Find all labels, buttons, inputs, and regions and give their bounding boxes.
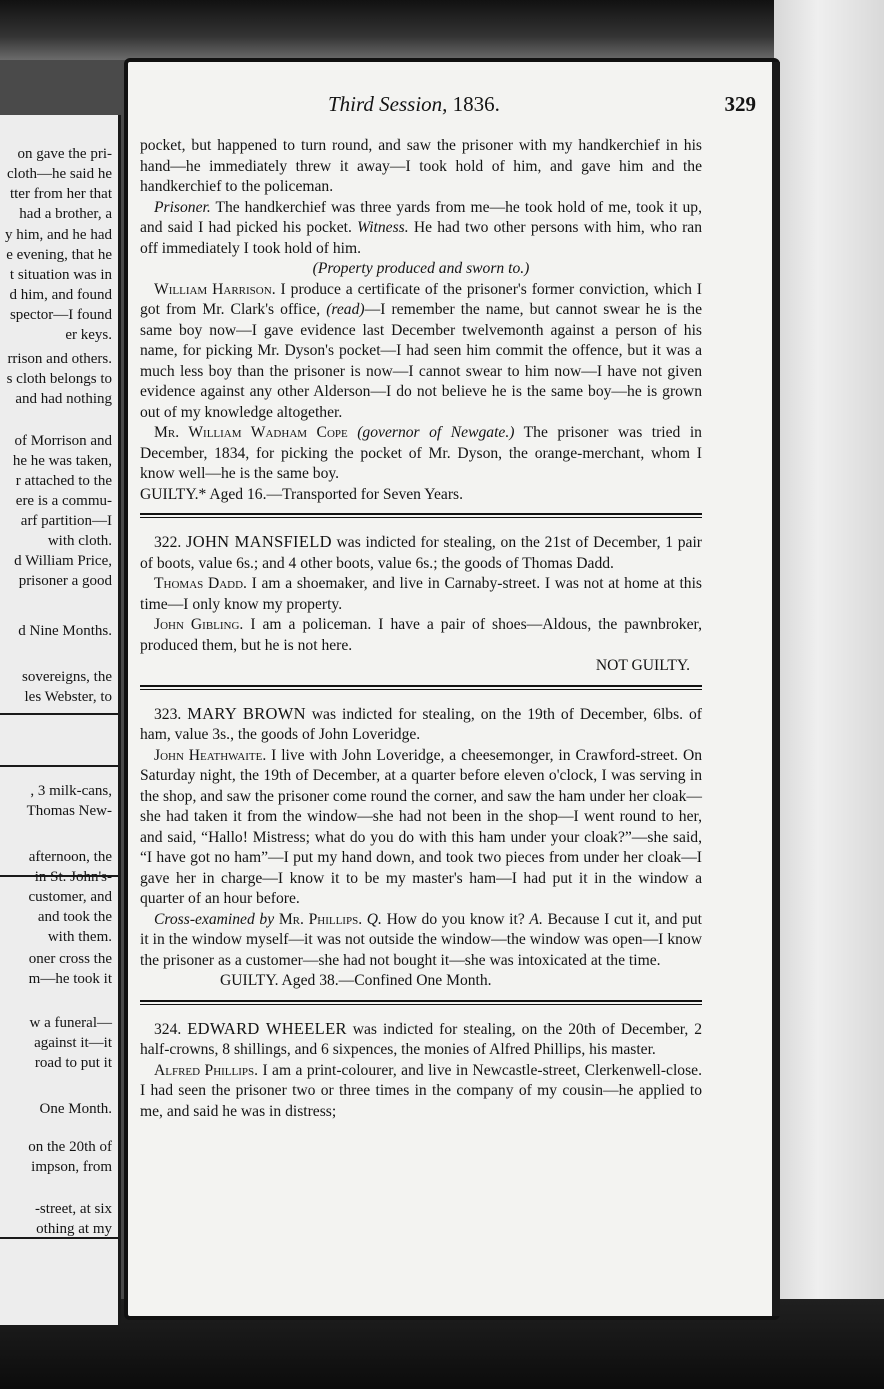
- case-number: 324.: [154, 1020, 188, 1038]
- paragraph: [140, 280, 702, 424]
- speaker-label: Prisoner.: [154, 198, 211, 216]
- answer-text: Because I cut it, and put it in the window myself—it was not outside the window—the window was open—I know the prisoner as a customer—she had not bought it—she was intoxicated at the time.: [140, 910, 703, 969]
- left-page-line: on the 20th of: [28, 1139, 112, 1155]
- running-head-year: 1836.: [447, 92, 500, 116]
- witness-name: William Harrison.: [154, 280, 276, 298]
- paragraph: [140, 198, 702, 260]
- left-page-line: e evening, that he: [6, 247, 112, 263]
- left-page-line: and had nothing: [15, 391, 112, 407]
- verdict: NOT GUILTY.: [595, 657, 690, 674]
- section-rule: [140, 1000, 702, 1005]
- left-page-line: -street, at six: [34, 1201, 112, 1217]
- left-page-line: road to put it: [34, 1055, 112, 1071]
- counsel-name: Mr. Phillips.: [278, 910, 363, 928]
- left-page-line: r attached to the: [15, 473, 112, 489]
- left-page-line: he he was taken,: [12, 453, 112, 469]
- left-page-line: with cloth.: [47, 533, 112, 549]
- case-heading: [140, 532, 702, 574]
- left-page-line: in St. John's-: [34, 869, 112, 885]
- left-page-line: prisoner a good: [18, 573, 112, 589]
- left-page-line: othing at my: [36, 1221, 112, 1237]
- left-page-line: and took the: [37, 909, 112, 925]
- running-head-title: Third Session,: [328, 92, 448, 116]
- left-page-line: against it—it: [34, 1035, 112, 1051]
- witness-name: John Heathwaite.: [154, 746, 267, 764]
- question-marker: Q.: [362, 910, 387, 928]
- speaker-label: Witness.: [357, 219, 409, 236]
- paragraph: [140, 615, 702, 656]
- paragraph-text: I am a shoemaker, and live in Carnaby-street. I was not at home at this time—I only know my property.: [140, 575, 702, 613]
- left-page-line: d William Price,: [14, 553, 112, 569]
- paragraph-text: was indicted for stealing, on the 20th of December, 2 half-crowns, 8 shillings, and 6 sixpences, the monies of Alfred Phillips, his master.: [140, 1020, 702, 1058]
- left-page-line: d him, and found: [9, 287, 112, 303]
- left-page-rule: [0, 765, 118, 767]
- left-page-line: , 3 milk-cans,: [30, 783, 112, 799]
- left-page-line: had a brother, a: [19, 206, 112, 222]
- paragraph-text: I am a print-colourer, and live in Newcastle-street, Clerkenwell-close. I had seen the prisoner two or three times in the company of my cousin—he applied to me, and said he was in distress;: [140, 1061, 702, 1120]
- left-page-line: afternoon, the: [28, 849, 112, 865]
- witness-name: John Gibling.: [154, 616, 244, 633]
- previous-page-fragment: [0, 115, 121, 1325]
- witness-role: (governor of Newgate.): [347, 424, 515, 441]
- paragraph-text: (read): [326, 301, 365, 318]
- page-header: [138, 92, 758, 122]
- answer-marker: A.: [529, 910, 543, 928]
- left-page-line: ere is a commu-: [15, 493, 112, 509]
- case-heading: [140, 704, 702, 746]
- paragraph-text: was indicted for stealing, on the 21st of December, 1 pair of boots, value 6s.; and 4 other boots, value 6s.; the goods of Thomas Dadd.: [140, 534, 702, 572]
- left-page-line: of Morrison and: [14, 433, 112, 449]
- left-page-line: y him, and he had: [4, 227, 112, 243]
- left-page-line: sovereigns, the: [22, 669, 112, 685]
- paragraph: [140, 1061, 702, 1123]
- paragraph-text: The prisoner was tried in December, 1834, for picking the pocket of Mr. Dyson, the orange-merchant, whom I know well—he is the same boy.: [140, 424, 702, 482]
- left-page-line: cloth—he said he: [7, 166, 112, 182]
- left-page-line: rrison and others.: [7, 351, 112, 367]
- paragraph-text: was indicted for stealing, on the 19th of December, 6lbs. of ham, value 3s., the goods of John Loveridge.: [140, 705, 703, 743]
- defendant-name: JOHN MANSFIELD: [186, 532, 332, 551]
- left-page-line: t situation was in: [9, 267, 112, 283]
- left-page-line: d Nine Months.: [18, 623, 112, 639]
- witness-name: Mr. William Wadham Cope: [154, 424, 348, 441]
- left-page-line: customer, and: [28, 889, 112, 905]
- verdict: GUILTY. Aged 38.—Confined One Month.: [220, 972, 492, 989]
- page-number: 329: [724, 92, 756, 116]
- left-page-line: s cloth belongs to: [6, 371, 112, 387]
- book-page: [124, 58, 780, 1320]
- left-page-line: tter from her that: [9, 186, 112, 202]
- paragraph-text: He had two other persons with him, who ran off immediately I took hold of him.: [140, 219, 702, 257]
- section-rule: [140, 513, 702, 518]
- question-text: How do you know it?: [386, 910, 530, 928]
- paragraph: pocket, but happened to turn round, and saw the prisoner with my handkerchief in his hand—he immediately threw it away—I took hold of him, and gave him and the handkerchief to the policeman.: [140, 137, 702, 195]
- paragraph-text: I produce a certificate of the prisoner's former conviction, which I got from Mr. Clark's office,: [140, 280, 702, 318]
- paragraph-text: I live with John Loveridge, a cheesemonger, in Crawford-street. On Saturday night, the 19th of December, at a quarter before eleven o'clock, I was serving in the shop, and saw the prisoner come round the corner, and saw the ham under her cloak—she had taken it from the window—she had not been in the shop—I went round to her, and said, “Hallo! Mistress; what do you do with this ham under your cloak?”—she said, “I have got no ham”—I put my hand down, and took two pieces from under her cloak—I gave her in charge—I know it to be my master's ham—I had put it in the window a quarter of an hour before.: [140, 746, 702, 907]
- verdict: GUILTY.* Aged 16.—Transported for Seven Years.: [140, 485, 463, 503]
- case-heading: [140, 1019, 702, 1061]
- witness-name: Thomas Dadd.: [154, 575, 247, 592]
- case-number: 322.: [154, 534, 187, 551]
- left-page-line: on gave the pri-: [17, 146, 112, 162]
- paragraph-text: I am a policeman. I have a pair of shoes—Aldous, the pawnbroker, produced them, but he is not here.: [140, 616, 702, 654]
- left-page-line: oner cross the: [28, 951, 112, 967]
- left-page-rule: [0, 713, 118, 715]
- page-body: [140, 136, 702, 1122]
- left-page-line: er keys.: [65, 327, 112, 343]
- paragraph: [140, 574, 702, 615]
- paragraph-text: —I remember the name, but cannot swear he is the same boy now—I gave evidence last December twelvemonth against a person of his name, for picking Mr. Dyson's pocket—I had seen him commit the offence, but it was a much less boy than the prisoner is now—I cannot swear to him now—I have not given evidence against any other Alderson—I do not believe he is the same boy—he is grown out of my knowledge altogether.: [140, 301, 702, 421]
- defendant-name: MARY BROWN: [187, 703, 306, 723]
- left-page-line: Thomas New-: [26, 803, 112, 819]
- running-head: [328, 92, 500, 117]
- left-page-line: impson, from: [31, 1159, 112, 1175]
- paragraph: [140, 423, 702, 485]
- left-page-line: spector—I found: [9, 307, 112, 323]
- paragraph-text: The handkerchief was three yards from me—he took hold of me, took it up, and said I had picked his pocket.: [140, 198, 702, 236]
- left-page-line: One Month.: [39, 1101, 112, 1117]
- case-number: 323.: [154, 705, 188, 723]
- cross-examination-label: Cross-examined by: [154, 910, 279, 928]
- defendant-name: EDWARD WHEELER: [187, 1018, 347, 1038]
- stage-note: (Property produced and sworn to.): [312, 260, 530, 277]
- left-page-line: m—he took it: [28, 971, 112, 987]
- paragraph: [140, 746, 702, 910]
- paragraph: [140, 910, 702, 972]
- section-rule: [140, 685, 702, 690]
- witness-name: Alfred Phillips.: [154, 1061, 259, 1079]
- left-page-line: arf partition—I: [20, 513, 112, 529]
- scan-right-margin: [774, 0, 884, 1389]
- left-page-line: les Webster, to: [24, 689, 112, 705]
- left-page-line: w a funeral—: [29, 1015, 112, 1031]
- scan-top-edge: [0, 0, 884, 60]
- left-page-line: with them.: [47, 929, 112, 945]
